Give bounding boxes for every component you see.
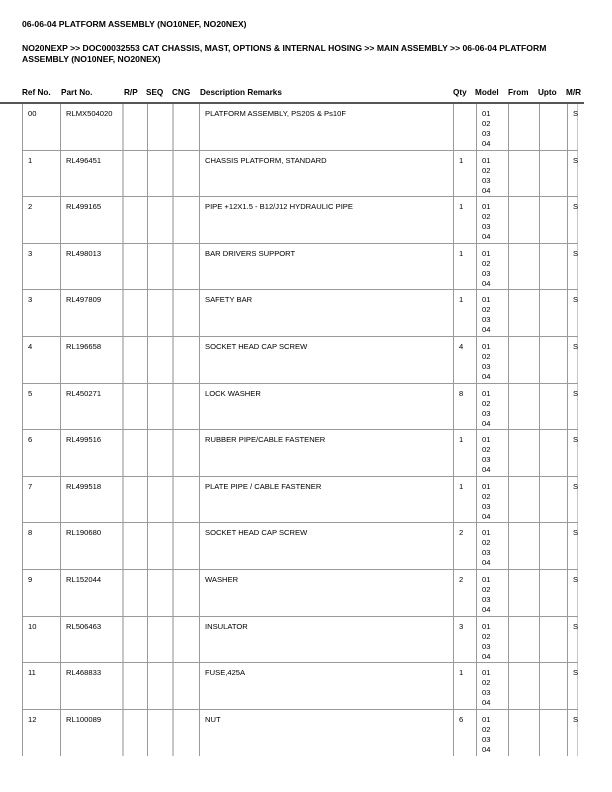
mr-cell: S — [567, 244, 578, 290]
table-row — [22, 477, 578, 524]
seq-cell — [147, 104, 172, 150]
upto-cell — [539, 477, 567, 523]
description-cell: FUSE,425A — [199, 663, 453, 709]
model-code: 04 — [482, 418, 491, 428]
qty-cell: 1 — [453, 663, 476, 709]
model-code: 03 — [482, 734, 491, 744]
header-from: From — [508, 88, 529, 97]
part-no-cell: RL498013 — [60, 244, 122, 290]
model-code: 04 — [482, 371, 491, 381]
seq-cell — [147, 197, 172, 243]
table-row — [22, 244, 578, 291]
table-row — [22, 384, 578, 431]
rp-cell — [122, 617, 147, 663]
qty-cell: 1 — [453, 290, 476, 336]
from-cell — [508, 151, 539, 197]
qty-cell: 1 — [453, 151, 476, 197]
ref-cell: 1 — [22, 151, 60, 197]
rp-cell — [122, 430, 147, 476]
part-no-cell: RL496451 — [60, 151, 122, 197]
cng-cell — [172, 104, 199, 150]
upto-cell — [539, 244, 567, 290]
ref-cell: 3 — [22, 244, 60, 290]
mr-cell: S — [567, 617, 578, 663]
qty-cell: 1 — [453, 430, 476, 476]
model-code: 01 — [482, 341, 491, 351]
from-cell — [508, 384, 539, 430]
model-code: 04 — [482, 465, 491, 475]
mr-cell: S — [567, 430, 578, 476]
table-row — [22, 523, 578, 570]
table-row — [22, 197, 578, 244]
description-cell: INSULATOR — [199, 617, 453, 663]
model-code: 04 — [482, 185, 491, 195]
description-cell: SAFETY BAR — [199, 290, 453, 336]
from-cell — [508, 477, 539, 523]
model-code: 01 — [482, 388, 491, 398]
model-code: 03 — [482, 408, 491, 418]
rp-cell — [122, 384, 147, 430]
table-row — [22, 430, 578, 477]
cng-cell — [172, 197, 199, 243]
part-no-cell: RL450271 — [60, 384, 122, 430]
model-code: 02 — [482, 538, 491, 548]
from-cell — [508, 290, 539, 336]
seq-cell — [147, 290, 172, 336]
mr-cell: S — [567, 477, 578, 523]
qty-cell: 2 — [453, 570, 476, 616]
rp-cell — [122, 290, 147, 336]
from-cell — [508, 197, 539, 243]
part-no-cell: RL196658 — [60, 337, 122, 383]
rp-cell — [122, 477, 147, 523]
part-no-cell: RL499518 — [60, 477, 122, 523]
table-row — [22, 104, 578, 151]
model-code: 02 — [482, 398, 491, 408]
header-cng: CNG — [172, 88, 191, 97]
seq-cell — [147, 617, 172, 663]
model-code: 03 — [482, 501, 491, 511]
cng-cell — [172, 523, 199, 569]
seq-cell — [147, 384, 172, 430]
ref-cell: 00 — [22, 104, 60, 150]
cng-cell — [172, 337, 199, 383]
model-code: 04 — [482, 698, 491, 708]
header-mr: M/R — [566, 88, 582, 97]
seq-cell — [147, 337, 172, 383]
ref-cell: 8 — [22, 523, 60, 569]
table-row — [22, 290, 578, 337]
model-code: 04 — [482, 278, 491, 288]
model-code: 03 — [482, 594, 491, 604]
model-code: 02 — [482, 305, 491, 315]
ref-cell: 12 — [22, 710, 60, 757]
table-row — [22, 151, 578, 198]
part-no-cell: RL499516 — [60, 430, 122, 476]
table-header — [0, 86, 612, 100]
table-row — [22, 617, 578, 664]
cng-cell — [172, 477, 199, 523]
qty-cell — [453, 104, 476, 150]
cng-cell — [172, 617, 199, 663]
mr-cell: S — [567, 710, 578, 757]
cng-cell — [172, 663, 199, 709]
model-code: 04 — [482, 558, 491, 568]
header-seq: SEQ — [146, 88, 164, 97]
description-cell: LOCK WASHER — [199, 384, 453, 430]
model-code: 01 — [482, 155, 491, 165]
model-cell — [476, 337, 508, 383]
model-cell — [476, 617, 508, 663]
mr-cell: S — [567, 384, 578, 430]
model-code: 02 — [482, 445, 491, 455]
mr-cell: S — [567, 570, 578, 616]
model-code: 01 — [482, 528, 491, 538]
description-cell: PLATE PIPE / CABLE FASTENER — [199, 477, 453, 523]
upto-cell — [539, 151, 567, 197]
model-cell — [476, 477, 508, 523]
upto-cell — [539, 570, 567, 616]
seq-cell — [147, 710, 172, 757]
seq-cell — [147, 244, 172, 290]
mr-cell: S — [567, 290, 578, 336]
model-code: 02 — [482, 678, 491, 688]
mr-cell: S — [567, 523, 578, 569]
model-code: 01 — [482, 202, 491, 212]
ref-cell: 10 — [22, 617, 60, 663]
qty-cell: 4 — [453, 337, 476, 383]
ref-cell: 3 — [22, 290, 60, 336]
mr-cell: S — [567, 104, 578, 150]
ref-cell: 2 — [22, 197, 60, 243]
upto-cell — [539, 337, 567, 383]
model-code: 02 — [482, 165, 491, 175]
upto-cell — [539, 290, 567, 336]
model-code: 01 — [482, 481, 491, 491]
cng-cell — [172, 244, 199, 290]
part-no-cell: RL152044 — [60, 570, 122, 616]
model-code: 02 — [482, 584, 491, 594]
upto-cell — [539, 663, 567, 709]
upto-cell — [539, 104, 567, 150]
rp-cell — [122, 197, 147, 243]
model-code: 01 — [482, 714, 491, 724]
ref-cell: 7 — [22, 477, 60, 523]
seq-cell — [147, 430, 172, 476]
upto-cell — [539, 197, 567, 243]
header-rp: R/P — [124, 88, 138, 97]
cng-cell — [172, 151, 199, 197]
header-part-no: Part No. — [61, 88, 93, 97]
model-cell — [476, 710, 508, 757]
model-code: 02 — [482, 119, 491, 128]
qty-cell: 1 — [453, 197, 476, 243]
from-cell — [508, 523, 539, 569]
model-code: 03 — [482, 129, 491, 138]
model-code: 01 — [482, 574, 491, 584]
model-code: 03 — [482, 222, 491, 232]
upto-cell — [539, 523, 567, 569]
model-code: 03 — [482, 688, 491, 698]
model-code: 01 — [482, 621, 491, 631]
model-cell — [476, 244, 508, 290]
model-code: 02 — [482, 491, 491, 501]
model-code: 03 — [482, 175, 491, 185]
model-code: 01 — [482, 435, 491, 445]
table-row — [22, 710, 578, 757]
part-no-cell: RL499165 — [60, 197, 122, 243]
seq-cell — [147, 151, 172, 197]
mr-cell: S — [567, 337, 578, 383]
upto-cell — [539, 617, 567, 663]
description-cell: PIPE +12X1.5 - B12/J12 HYDRAULIC PIPE — [199, 197, 453, 243]
model-code: 03 — [482, 361, 491, 371]
mr-cell: S — [567, 197, 578, 243]
from-cell — [508, 663, 539, 709]
model-code: 02 — [482, 351, 491, 361]
model-code: 04 — [482, 744, 491, 754]
header-model: Model — [475, 88, 499, 97]
model-cell — [476, 523, 508, 569]
part-no-cell: RL100089 — [60, 710, 122, 757]
ref-cell: 5 — [22, 384, 60, 430]
description-cell: PLATFORM ASSEMBLY, PS20S & Ps10F — [199, 104, 453, 150]
part-no-cell: RL190680 — [60, 523, 122, 569]
model-code: 03 — [482, 455, 491, 465]
seq-cell — [147, 523, 172, 569]
qty-cell: 3 — [453, 617, 476, 663]
seq-cell — [147, 477, 172, 523]
part-no-cell: RL506463 — [60, 617, 122, 663]
model-code: 02 — [482, 724, 491, 734]
model-code: 04 — [482, 651, 491, 661]
part-no-cell: RL497809 — [60, 290, 122, 336]
model-cell — [476, 197, 508, 243]
rp-cell — [122, 523, 147, 569]
model-code: 01 — [482, 668, 491, 678]
model-code: 02 — [482, 258, 491, 268]
from-cell — [508, 710, 539, 757]
description-cell: SOCKET HEAD CAP SCREW — [199, 337, 453, 383]
from-cell — [508, 430, 539, 476]
description-cell: RUBBER PIPE/CABLE FASTENER — [199, 430, 453, 476]
mr-cell: S — [567, 663, 578, 709]
from-cell — [508, 617, 539, 663]
rp-cell — [122, 104, 147, 150]
model-code: 02 — [482, 631, 491, 641]
description-cell: SOCKET HEAD CAP SCREW — [199, 523, 453, 569]
ref-cell: 4 — [22, 337, 60, 383]
upto-cell — [539, 710, 567, 757]
table-row — [22, 337, 578, 384]
breadcrumb: NO20NEXP >> DOC00032553 CAT CHASSIS, MAST, OPTIONS & INTERNAL HOSING >> MAIN ASSEMBLY >> 06-06-04 PLATFORM ASSEMBLY (NO10NEF, NO20NEX) — [22, 43, 547, 64]
model-code: 01 — [482, 248, 491, 258]
upto-cell — [539, 384, 567, 430]
description-cell: NUT — [199, 710, 453, 757]
part-no-cell: RL468833 — [60, 663, 122, 709]
header-qty: Qty — [453, 88, 467, 97]
rp-cell — [122, 710, 147, 757]
description-cell: WASHER — [199, 570, 453, 616]
qty-cell: 1 — [453, 477, 476, 523]
rp-cell — [122, 663, 147, 709]
model-code: 04 — [482, 604, 491, 614]
cng-cell — [172, 290, 199, 336]
model-cell — [476, 151, 508, 197]
rp-cell — [122, 337, 147, 383]
model-code: 03 — [482, 641, 491, 651]
upto-cell — [539, 430, 567, 476]
ref-cell: 9 — [22, 570, 60, 616]
ref-cell: 11 — [22, 663, 60, 709]
model-cell — [476, 570, 508, 616]
model-code: 02 — [482, 212, 491, 222]
model-cell — [476, 384, 508, 430]
rp-cell — [122, 151, 147, 197]
model-code: 04 — [482, 139, 491, 148]
model-cell — [476, 663, 508, 709]
cng-cell — [172, 430, 199, 476]
mr-cell: S — [567, 151, 578, 197]
qty-cell: 6 — [453, 710, 476, 757]
header-upto: Upto — [538, 88, 557, 97]
description-cell: BAR DRIVERS SUPPORT — [199, 244, 453, 290]
part-no-cell: RLMX504020 — [60, 104, 122, 150]
rp-cell — [122, 570, 147, 616]
parts-table — [22, 104, 578, 756]
ref-cell: 6 — [22, 430, 60, 476]
model-code: 04 — [482, 232, 491, 242]
model-code: 01 — [482, 295, 491, 305]
description-cell: CHASSIS PLATFORM, STANDARD — [199, 151, 453, 197]
model-cell — [476, 104, 508, 150]
model-code: 03 — [482, 268, 491, 278]
cng-cell — [172, 570, 199, 616]
model-cell — [476, 430, 508, 476]
model-code: 04 — [482, 325, 491, 335]
from-cell — [508, 337, 539, 383]
seq-cell — [147, 570, 172, 616]
from-cell — [508, 570, 539, 616]
qty-cell: 8 — [453, 384, 476, 430]
qty-cell: 1 — [453, 244, 476, 290]
table-row — [22, 570, 578, 617]
from-cell — [508, 244, 539, 290]
qty-cell: 2 — [453, 523, 476, 569]
model-code: 04 — [482, 511, 491, 521]
model-code: 03 — [482, 315, 491, 325]
model-cell — [476, 290, 508, 336]
header-ref-no: Ref No. — [22, 88, 51, 97]
model-code: 03 — [482, 548, 491, 558]
from-cell — [508, 104, 539, 150]
cng-cell — [172, 384, 199, 430]
model-code: 01 — [482, 109, 491, 118]
header-description: Description Remarks — [200, 88, 282, 97]
page-title: 06-06-04 PLATFORM ASSEMBLY (NO10NEF, NO20NEX) — [22, 19, 247, 29]
cng-cell — [172, 710, 199, 757]
rp-cell — [122, 244, 147, 290]
seq-cell — [147, 663, 172, 709]
table-row — [22, 663, 578, 710]
